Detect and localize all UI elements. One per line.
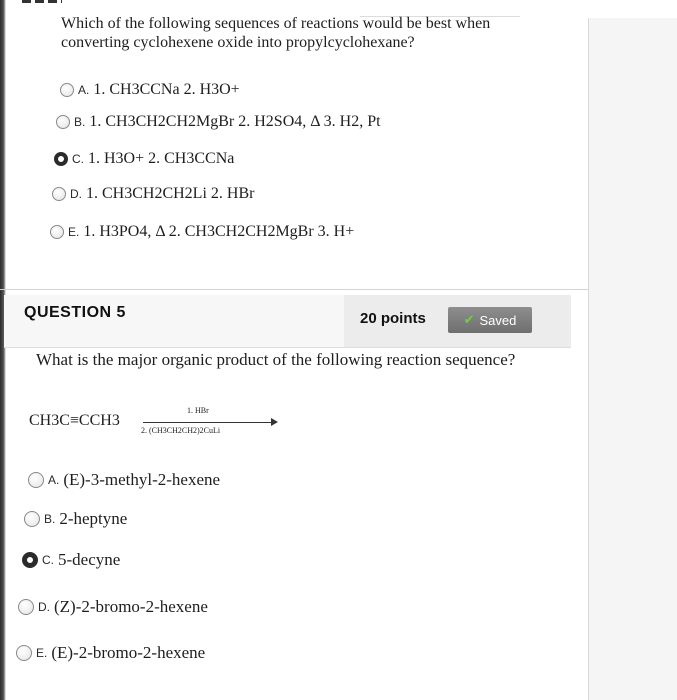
q4-option-b[interactable] [56, 113, 381, 131]
option-letter: B. [74, 115, 86, 129]
radio-icon[interactable] [56, 115, 70, 129]
page-right-margin [588, 18, 677, 700]
option-text: 2-heptyne [59, 509, 128, 528]
radio-icon[interactable] [16, 645, 32, 661]
question-5-text: What is the major organic product of the following reaction sequence? [36, 350, 516, 369]
radio-icon[interactable] [18, 599, 34, 615]
option-text: (Z)-2-bromo-2-hexene [54, 597, 208, 616]
option-letter: A. [48, 473, 60, 487]
option-text: (E)-2-bromo-2-hexene [51, 643, 206, 662]
option-text: 1. CH3CH2CH2Li 2. HBr [86, 185, 255, 202]
reaction-arrow [143, 422, 275, 423]
radio-icon[interactable] [28, 472, 44, 488]
arrow-head-icon [271, 418, 278, 426]
q4-option-c[interactable] [54, 150, 234, 168]
option-letter: C. [42, 553, 54, 567]
option-text: 1. CH3CCNa 2. H3O+ [93, 81, 240, 98]
question-label: QUESTION 5 [24, 304, 126, 321]
points-value: 20 points [360, 310, 426, 327]
option-text: (E)-3-methyl-2-hexene [63, 470, 221, 489]
q5-option-a[interactable] [28, 470, 220, 490]
question-4-text: Which of the following sequences of reactions would be best when converting cyclohexene oxide into propylcyclohexane? [61, 15, 491, 51]
q5-option-b[interactable] [24, 509, 127, 529]
option-letter: E. [68, 225, 80, 239]
q4-option-a[interactable] [60, 81, 240, 99]
radio-icon[interactable] [52, 187, 66, 201]
saved-badge [448, 307, 532, 333]
question-5-header [4, 295, 571, 348]
option-letter: D. [70, 187, 82, 201]
reaction-scheme [29, 402, 329, 442]
reagent-step-1: 1. HBr [187, 406, 209, 415]
q5-option-c[interactable] [22, 550, 120, 570]
saved-label: Saved [479, 312, 517, 328]
q4-option-d[interactable] [52, 185, 254, 203]
photo-edge-shadow [0, 0, 6, 700]
option-letter: B. [44, 512, 56, 526]
radio-selected-icon[interactable] [54, 152, 68, 166]
option-letter: C. [72, 152, 84, 166]
checkmark-icon: ✔ [463, 312, 475, 327]
reactant: CH3C≡CCH3 [29, 412, 120, 429]
option-text: 5-decyne [58, 550, 121, 569]
section-divider [0, 289, 588, 290]
option-letter: A. [78, 83, 90, 97]
option-text: 1. CH3CH2CH2MgBr 2. H2SO4, Δ 3. H2, Pt [89, 113, 381, 130]
radio-icon[interactable] [24, 511, 40, 527]
option-text: 1. H3O+ 2. CH3CCNa [88, 150, 235, 167]
top-dash-marks [22, 0, 62, 3]
points-cell [344, 295, 571, 347]
q5-option-d[interactable] [18, 597, 208, 617]
radio-icon[interactable] [60, 83, 74, 97]
radio-selected-icon[interactable] [22, 552, 38, 568]
q5-option-e[interactable] [16, 643, 205, 663]
option-letter: D. [38, 600, 50, 614]
reagent-step-2: 2. (CH3CH2CH2)2CuLi [141, 426, 221, 435]
q4-option-e[interactable] [50, 223, 354, 241]
option-text: 1. H3PO4, Δ 2. CH3CH2CH2MgBr 3. H+ [83, 223, 355, 240]
option-letter: E. [36, 646, 48, 660]
radio-icon[interactable] [50, 225, 64, 239]
